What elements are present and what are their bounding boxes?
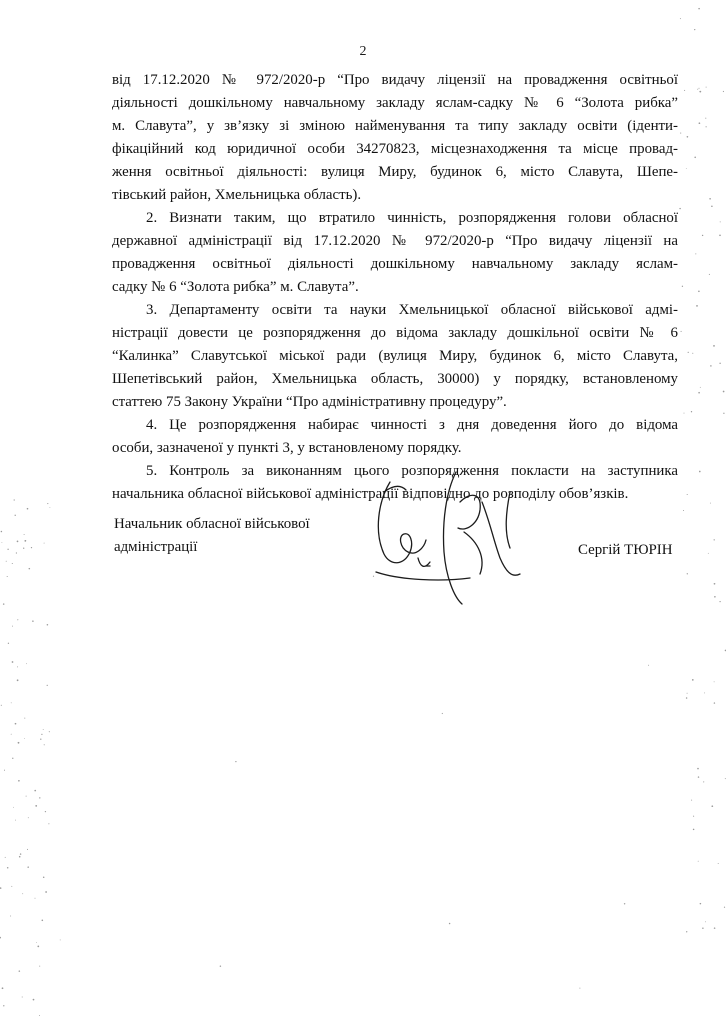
scan-speck (688, 352, 689, 353)
scan-speck (702, 927, 703, 928)
scan-speck (0, 887, 1, 889)
scan-speck (12, 758, 13, 759)
scan-speck (24, 540, 26, 542)
paragraph-5-line-2: начальника обласної військової адміністрації відповідно до розподілу обов’язків. (112, 486, 629, 502)
scan-speck (714, 596, 716, 598)
scan-speck (45, 891, 47, 893)
scan-speck (25, 540, 26, 541)
signatory-title-line-1: Начальник обласної військової (114, 516, 310, 532)
scan-speck (39, 966, 40, 967)
scan-speck (40, 739, 41, 740)
scan-speck (15, 515, 16, 516)
scan-speck (686, 697, 688, 699)
scan-speck (27, 508, 29, 510)
scan-speck (19, 970, 21, 972)
scan-speck (687, 494, 688, 495)
scan-speck (15, 723, 17, 725)
scan-speck (11, 734, 12, 735)
scan-speck (709, 198, 711, 200)
scan-speck (698, 8, 700, 10)
scan-speck (680, 18, 681, 19)
scan-speck (18, 742, 20, 744)
paragraph-1-line-5: ження освітньої діяльності: вулиця Миру, будинок 6, місто Славута, Шепе- (112, 164, 678, 180)
scan-speck (684, 413, 685, 414)
scan-speck (7, 576, 8, 577)
paragraph-3-line-4: Шепетівський район, Хмельницька область, 30000) у порядку, встановленому (112, 371, 678, 387)
scan-speck (700, 903, 702, 905)
scan-speck (16, 552, 17, 553)
scan-speck (687, 693, 688, 694)
handwritten-signature (360, 462, 540, 612)
scan-speck (442, 713, 443, 714)
scan-speck (680, 133, 681, 134)
scan-speck (706, 126, 707, 127)
scan-speck (686, 931, 687, 932)
scan-speck (714, 539, 715, 540)
scan-speck (713, 345, 715, 347)
scan-speck (220, 965, 221, 966)
scan-speck (449, 923, 451, 925)
paragraph-4-line-2: особи, зазначеної у пункті 3, у встановленому порядку. (112, 440, 462, 456)
scan-speck (48, 823, 49, 824)
scan-speck (17, 619, 18, 620)
scan-speck (714, 927, 716, 929)
scan-speck (709, 274, 710, 275)
paragraph-5-line-1: 5. Контроль за виконанням цього розпорядження покласти на заступника (146, 463, 678, 479)
scan-speck (705, 921, 706, 922)
scan-speck (697, 89, 698, 90)
scan-speck (705, 118, 706, 119)
scan-speck (7, 867, 9, 869)
scan-speck (12, 626, 13, 627)
scan-speck (648, 665, 649, 666)
scan-speck (31, 547, 32, 548)
scan-speck (44, 744, 45, 745)
scan-speck (49, 507, 50, 508)
scan-speck (17, 541, 19, 543)
paragraph-1-line-4: фікаційний код юридичної особи 34270823, місцезнаходження та місце провад- (112, 141, 678, 157)
scan-speck (27, 849, 28, 850)
scan-speck (1, 531, 3, 533)
scan-speck (681, 331, 682, 332)
scan-speck (719, 601, 720, 602)
scan-speck (11, 702, 12, 703)
scan-speck (698, 776, 699, 777)
scan-speck (13, 807, 14, 808)
scan-speck (719, 234, 721, 236)
scan-speck (694, 29, 695, 30)
paragraph-1-line-1: від 17.12.2020 № 972/2020-р “Про видачу ліцензії на провадження освітньої (112, 72, 678, 88)
scan-speck (26, 663, 27, 664)
scan-speck (692, 679, 694, 681)
scan-speck (47, 685, 48, 686)
scan-speck (710, 503, 711, 504)
paragraph-2-line-2: державної адміністрації від 17.12.2020 № 972/2020-р “Про видачу ліцензії на (112, 233, 678, 249)
scan-speck (35, 805, 37, 807)
scan-speck (23, 548, 24, 549)
scan-speck (711, 805, 713, 807)
scan-speck (20, 853, 21, 854)
scan-speck (18, 780, 20, 782)
paragraph-1-line-3: м. Славута”, у зв’язку зі зміною найменування та типу закладу освіти (іденти- (112, 118, 678, 134)
scan-speck (60, 939, 61, 940)
scan-speck (235, 761, 236, 762)
scan-speck (718, 863, 719, 864)
scan-speck (19, 856, 21, 858)
scan-speck (1, 542, 2, 543)
scan-speck (3, 1005, 4, 1006)
scan-speck (8, 643, 9, 644)
scan-speck (39, 797, 40, 798)
paragraph-3-line-1: 3. Департаменту освіти та науки Хмельницької обласної військової адмі- (146, 302, 678, 318)
scan-speck (687, 136, 689, 138)
scan-speck (691, 411, 692, 412)
scan-speck (624, 903, 625, 904)
scan-speck (706, 87, 707, 88)
scan-speck (720, 221, 721, 222)
scan-speck (35, 898, 36, 899)
scan-speck (714, 583, 716, 585)
scan-speck (22, 893, 23, 894)
scan-speck (686, 168, 687, 169)
scan-speck (24, 718, 25, 719)
scan-speck (693, 816, 694, 817)
scan-speck (724, 907, 725, 908)
scan-speck (704, 692, 705, 693)
scan-speck (723, 413, 724, 414)
paragraph-3-line-3: “Калинка” Славутської міської ради (вулиця Миру, будинок 6, місто Славута, (112, 348, 678, 364)
scan-speck (34, 790, 36, 792)
scan-speck (698, 861, 699, 862)
paragraph-2-line-1: 2. Визнати таким, що втратило чинність, розпорядження голови обласної (146, 210, 678, 226)
scan-speck (37, 946, 39, 948)
scan-speck (691, 800, 692, 801)
scan-speck (42, 920, 44, 922)
page-number: 2 (359, 44, 367, 59)
scan-speck (36, 942, 37, 943)
scan-speck (699, 91, 701, 93)
scan-speck (2, 987, 4, 989)
paragraph-3-line-2: ністрації довести це розпорядження до відома закладу дошкільної освіти № 6 (112, 325, 678, 341)
paragraph-4-line-1: 4. Це розпорядження набирає чинності з дня доведення його до відома (146, 417, 678, 433)
paragraph-2-line-3: провадження освітньої діяльності дошкільному навчальному закладу яслам- (112, 256, 678, 272)
scan-speck (698, 392, 700, 394)
scan-speck (44, 543, 45, 544)
scan-speck (714, 681, 715, 682)
scan-speck (49, 731, 50, 732)
paragraph-2-line-4: садку № 6 “Золота рибка” м. Славута”. (112, 279, 359, 295)
scan-speck (698, 291, 700, 293)
signatory-name: Сергій ТЮРІН (578, 542, 673, 558)
scan-speck (710, 365, 712, 367)
scan-speck (679, 208, 680, 209)
scan-speck (43, 729, 44, 730)
scan-speck (699, 122, 701, 124)
scan-speck (702, 235, 703, 236)
scan-speck (698, 88, 699, 89)
scan-speck (723, 91, 724, 92)
scan-speck (699, 471, 701, 473)
scan-speck (39, 1015, 40, 1016)
scan-speck (682, 286, 683, 287)
scan-speck (695, 253, 696, 254)
scan-speck (6, 561, 7, 562)
scan-speck (28, 817, 29, 818)
scan-speck (43, 876, 45, 878)
scan-speck (15, 820, 16, 821)
scan-speck (7, 549, 8, 550)
scan-speck (714, 702, 715, 703)
scan-speck (700, 387, 701, 388)
scan-speck (683, 510, 684, 511)
scan-speck (697, 768, 699, 770)
scan-speck (4, 770, 5, 771)
scan-speck (17, 666, 18, 667)
scan-speck (26, 796, 27, 797)
scan-speck (14, 499, 15, 500)
scan-speck (696, 305, 698, 307)
scan-speck (22, 997, 23, 998)
scan-speck (29, 568, 31, 570)
scan-speck (579, 988, 580, 989)
scan-speck (47, 503, 48, 504)
scan-speck (12, 563, 13, 564)
scan-speck (10, 916, 11, 917)
scan-speck (693, 829, 695, 831)
scan-speck (703, 781, 704, 782)
scan-speck (687, 573, 688, 574)
scan-speck (692, 353, 693, 354)
scan-speck (708, 553, 709, 554)
scan-speck (11, 886, 12, 887)
scan-speck (3, 603, 4, 604)
scan-speck (17, 679, 19, 681)
scan-speck (41, 734, 42, 735)
scan-speck (12, 661, 14, 663)
signatory-title-line-2: адміністрації (114, 539, 198, 555)
paragraph-1-line-2: діяльності дошкільному навчальному закладу яслам-садку № 6 “Золота рибка” (112, 95, 678, 111)
scan-speck (723, 391, 725, 393)
paragraph-1-line-6: тівський район, Хмельницька область). (112, 187, 362, 203)
scan-speck (27, 866, 29, 868)
scan-speck (1, 705, 2, 706)
scan-speck (684, 90, 685, 91)
scan-speck (32, 620, 34, 622)
scan-speck (24, 534, 25, 535)
scan-speck (694, 157, 696, 159)
scan-speck (0, 937, 1, 939)
scan-speck (45, 811, 46, 812)
scan-speck (24, 738, 25, 739)
paragraph-3-line-5: статтею 75 Закону України “Про адміністративну процедуру”. (112, 394, 507, 410)
scan-speck (711, 206, 713, 208)
scan-speck (5, 857, 6, 858)
scan-speck (719, 363, 720, 364)
scan-speck (47, 624, 49, 626)
scan-speck (33, 999, 35, 1001)
